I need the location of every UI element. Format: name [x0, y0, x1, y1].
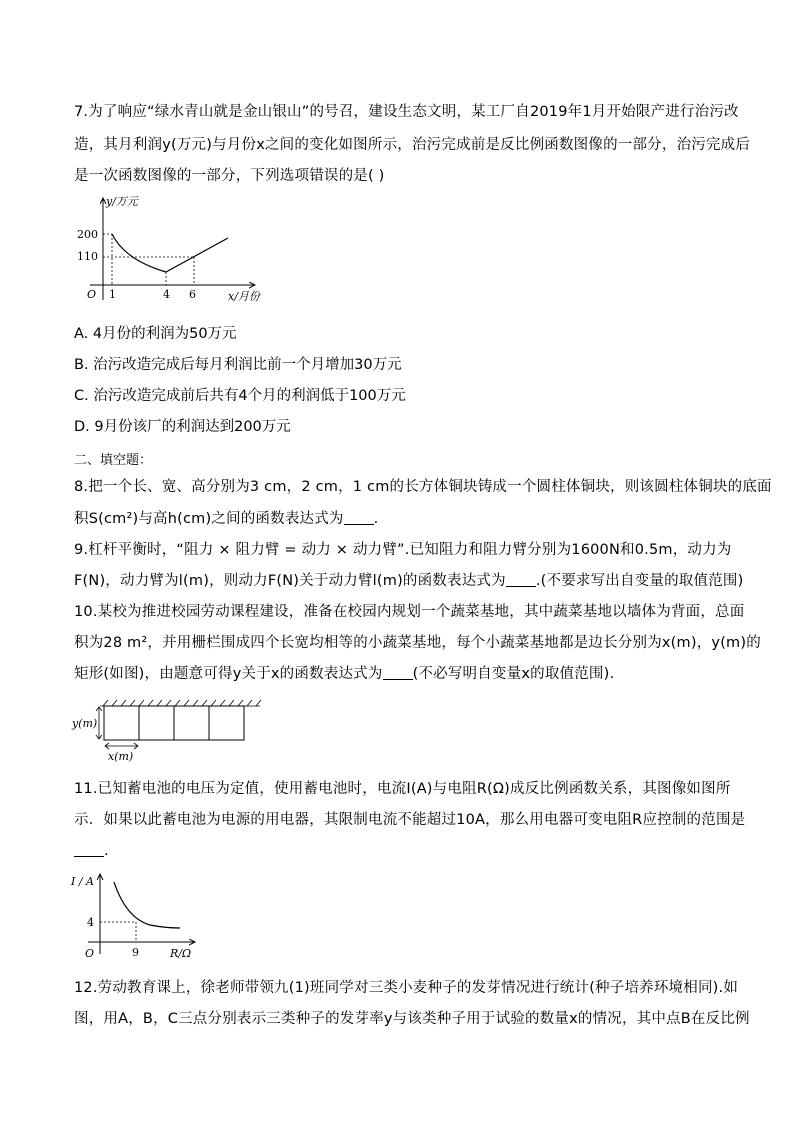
q12-line-1: 12.劳动教育课上，徐老师带领九(1)班同学对三类小麦种子的发芽情况进行统计(种子培养环境相同).如: [74, 980, 739, 996]
q11-y-tick-4: 4: [87, 916, 94, 929]
q10-line-1: 10.某校为推进校园劳动课程建设，准备在校园内规划一个蔬菜基地，其中蔬菜基地以墙体为背面，总面: [74, 604, 745, 620]
q11-y-label: I / A: [71, 875, 94, 888]
q11-line-3-end: .: [104, 843, 109, 859]
q7-inverse-curve: [112, 234, 166, 272]
q7-profit-graph: [70, 190, 280, 310]
q10-wall-hatching: [100, 700, 261, 706]
q11-x-tick-9: 9: [132, 946, 139, 959]
q10-answer-blank[interactable]: [383, 665, 413, 680]
q8-line-2-text: 积S(cm²)与高h(cm)之间的函数表达式为: [74, 511, 344, 527]
q7-option-b: B. 治污改造完成后每月利润比前一个月增加30万元: [74, 357, 402, 373]
q8-line-2: [74, 509, 722, 529]
q7-option-c: C. 治污改造完成前后共有4个月的利润低于100万元: [74, 388, 406, 404]
q9-line-2: [74, 571, 744, 591]
q9-line-2-end: .(不要求写出自变量的取值范围): [535, 573, 744, 589]
q7-x-label: x/月份: [228, 290, 260, 303]
q10-line-3-end: (不必写明自变量x的取值范围).: [412, 666, 615, 682]
q10-line-3: [74, 664, 722, 684]
q11-line-2: 示．如果以此蓄电池为电源的用电器，其限制电流不能超过10A，那么用电器可变电阻R应控制的范围是: [74, 812, 746, 828]
q10-garden-figure: [70, 697, 270, 767]
q10-x-label: x(m): [108, 750, 134, 763]
q8-line-2-end: .: [373, 511, 379, 527]
q10-line-2: 积为28 m²，并用栅栏围成四个长宽均相等的小蔬菜基地，每个小蔬菜基地都是边长分别为x(m)，y(m)的: [74, 635, 761, 651]
q7-line-1: 7.为了响应“绿水青山就是金山银山”的号召，建设生态文明，某工厂自2019年1月开始限产进行治污改: [74, 104, 739, 120]
q7-line-2: 造，其月利润y(万元)与月份x之间的变化如图所示，治污完成前是反比例函数图像的一部分，治污完成后: [74, 137, 751, 153]
q10-line-3-text: 矩形(如图)，由题意可得y关于x的函数表达式为: [74, 666, 383, 682]
q11-origin-label: O: [85, 947, 95, 960]
q7-y-tick-110: 110: [77, 250, 98, 263]
q12-line-2: 图，用A，B，C三点分别表示三类种子的发芽率y与该类种子用于试验的数量x的情况，其中点B在反比例: [74, 1011, 750, 1027]
q7-x-tick-1: 1: [109, 288, 116, 301]
q11-answer-blank[interactable]: [74, 842, 104, 857]
q9-answer-blank[interactable]: [506, 572, 536, 587]
q11-current-resistance-graph: [70, 868, 220, 963]
q7-option-a: A. 4月份的利润为50万元: [74, 326, 237, 342]
q11-line-3: [74, 841, 722, 861]
q7-y-label: y/万元: [106, 195, 138, 208]
q7-line-3: 是一次函数图像的一部分，下列选项错误的是( ): [74, 168, 385, 184]
q11-inverse-curve: [114, 882, 180, 928]
q11-line-1: 11.已知蓄电池的电压为定值，使用蓄电池时，电流I(A)与电阻R(Ω)成反比例函数关系，其图像如图所: [74, 781, 731, 797]
q10-y-label: y(m): [72, 717, 98, 730]
section-fill-in-heading: 二、填空题：: [74, 453, 153, 468]
q7-x-tick-4: 4: [163, 288, 170, 301]
q8-line-1: 8.把一个长、宽、高分别为3 cm，2 cm，1 cm的长方体铜块铸成一个圆柱体铜块，则该圆柱体铜块的底面: [74, 479, 772, 495]
q7-y-tick-200: 200: [77, 228, 98, 241]
q7-linear-segment: [166, 238, 228, 272]
q11-x-label: R/Ω: [170, 947, 192, 960]
q9-line-1: 9.杠杆平衡时，“阻力 × 阻力臂 = 动力 × 动力臂”.已知阻力和阻力臂分别为1600N和0.5m，动力为: [74, 542, 732, 558]
q9-line-2-text: F(N)，动力臂为l(m)，则动力F(N)关于动力臂l(m)的函数表达式为: [74, 573, 506, 589]
q7-option-d: D. 9月份该厂的利润达到200万元: [74, 419, 291, 435]
q7-x-tick-6: 6: [189, 288, 196, 301]
q7-origin-label: O: [87, 288, 97, 301]
q8-answer-blank[interactable]: [344, 510, 374, 525]
